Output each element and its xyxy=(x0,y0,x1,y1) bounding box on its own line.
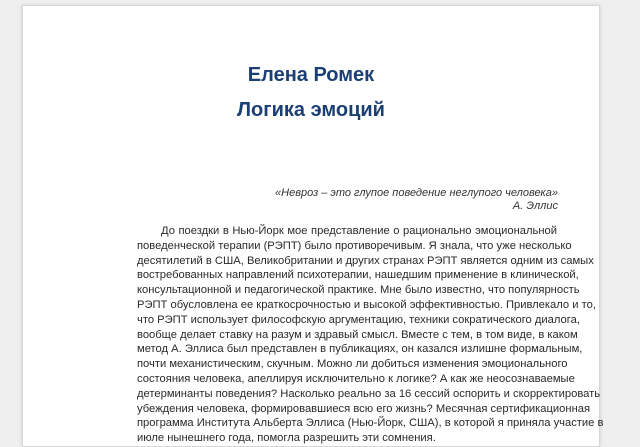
paragraph-line: До поездки в Нью-Йорк мое представление о рационально эмоциональной xyxy=(161,225,557,237)
paragraph-line: вообще делает ставку на разум и здравый смысл. Вместе с тем, в том виде, в каком xyxy=(137,328,578,341)
epigraph-text: «Невроз – это глупое поведение неглупого человека» xyxy=(275,187,558,199)
title-heading: Логика эмоций xyxy=(237,99,385,121)
paragraph-line: июле нынешнего года, помогла разрешить эти сомнения. xyxy=(137,432,436,445)
body-paragraph xyxy=(137,224,604,446)
paragraph-line: убеждения человека, формировавшиеся всю его жизнь? Месячная сертификационная xyxy=(137,402,591,415)
paragraph-line: метод А. Эллиса был представлен в публикациях, он казался излишне формальным, xyxy=(137,343,583,356)
paragraph-line: консультационной и педагогической практике. Мне было известно, что популярность xyxy=(137,284,580,297)
paragraph-line: почти механистическим, скучным. Можно ли добиться изменения эмоционального xyxy=(137,358,568,371)
paragraph-line: состояния человека, апеллируя исключительно к логике? А как же неосознаваемые xyxy=(137,372,575,385)
author-heading: Елена Ромек xyxy=(247,64,375,86)
paragraph-line: востребованных направлений психотерапии, нашедшим применение в клинической, xyxy=(137,269,579,282)
paragraph-line: что РЭПТ использует философскую аргументацию, техники сократического диалога, xyxy=(137,313,580,326)
paragraph-line: десятилетий в США, Великобритании и других странах РЭПТ является одним из самых xyxy=(137,254,594,267)
paragraph-line: РЭПТ обусловлена ее краткосрочностью и высокой эффективностью. Привлекало и то, xyxy=(137,298,596,311)
epigraph-attribution: А. Эллис xyxy=(512,200,558,212)
document-page xyxy=(22,5,604,447)
paragraph-line: детерминанты поведения? Насколько реально за 16 сессий оспорить и скорректировать xyxy=(137,387,601,400)
paragraph-line: программа Института Альберта Эллиса (Нью-Йорк, США), в которой я приняла участие в xyxy=(137,417,604,430)
paragraph-line: поведенческой терапии (РЭПТ) было противоречивым. Я знала, что уже несколько xyxy=(137,239,572,252)
